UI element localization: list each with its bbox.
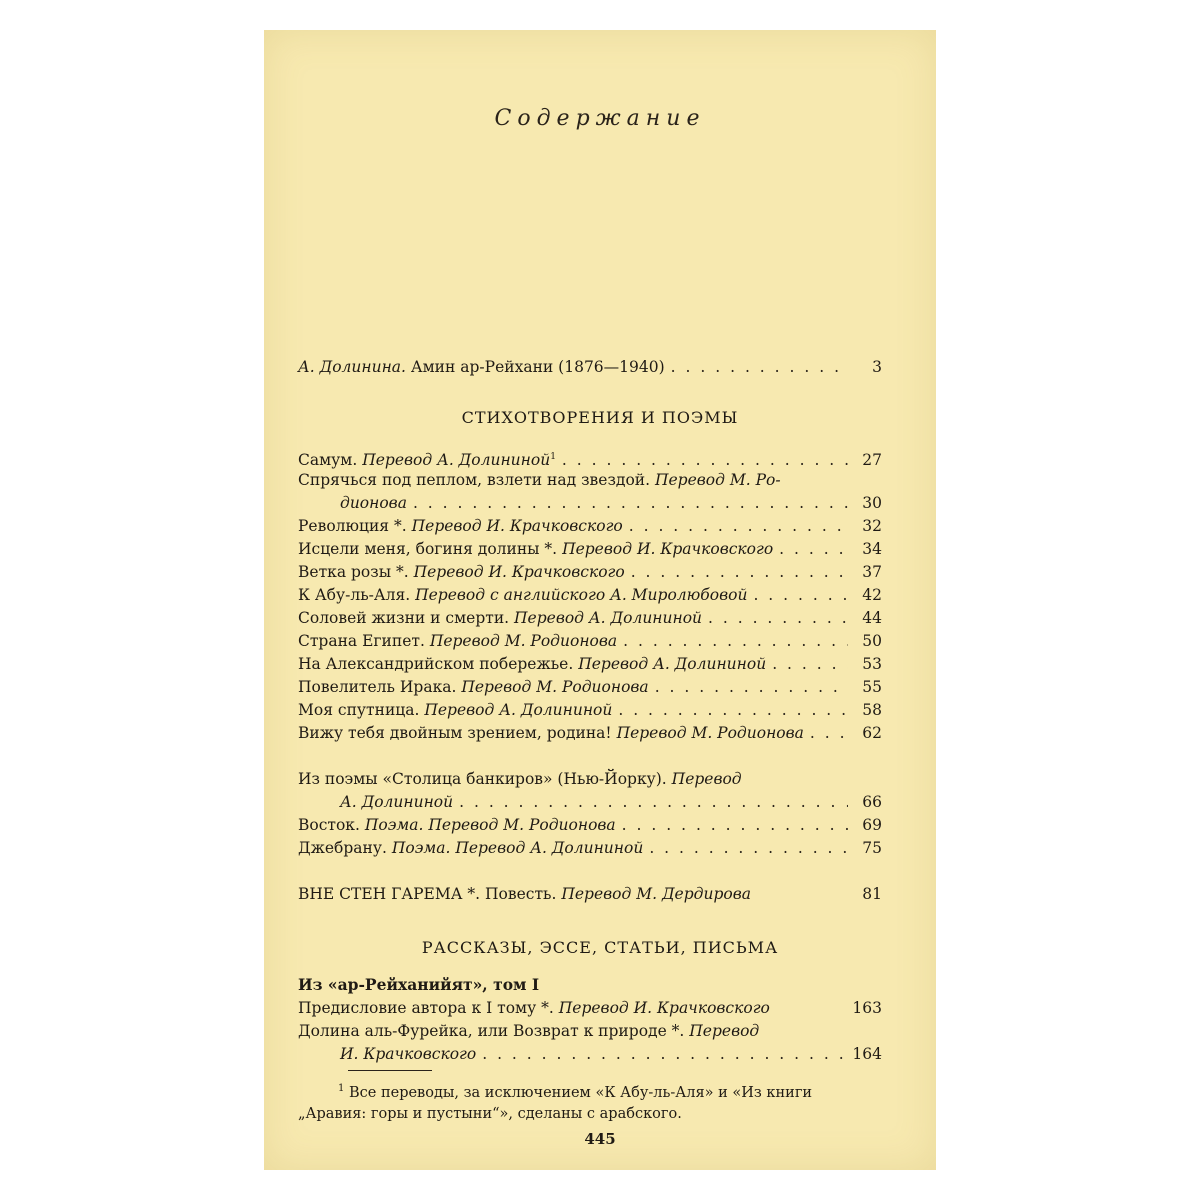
toc-entry: Ветка розы *. Перевод И. Крачковского . . . 37 <box>298 561 882 585</box>
toc-entry: Спрячься под пеплом, взлети над звездой. Перевод М. Ро- <box>298 471 781 489</box>
page-number: 50 <box>862 632 882 650</box>
toc-entry: Соловей жизни и смерти. Перевод А. Долининой . . . 44 <box>298 607 882 631</box>
leader-dots <box>753 584 848 606</box>
page-number: 163 <box>852 999 882 1017</box>
toc-entry: Исцели меня, богиня долины *. Перевод И. Крачковского . . . 34 <box>298 538 882 562</box>
toc-entry-intro <box>298 356 882 380</box>
book-page <box>264 30 936 1170</box>
page-number: 66 <box>862 793 882 811</box>
toc-entry: Вижу тебя двойным зрением, родина! Перевод М. Родионова . . . 62 <box>298 722 882 746</box>
leader-dots <box>655 676 848 698</box>
page-number: 55 <box>862 678 882 696</box>
intro-text: Амин ар-Рейхани (1876—1940) <box>410 358 665 376</box>
page-number: 30 <box>862 494 882 512</box>
leader-dots <box>629 515 848 537</box>
toc-entry: К Абу-ль-Аля. Перевод с английского А. Миролюбовой . . . 42 <box>298 584 882 608</box>
page-number: 75 <box>862 839 882 857</box>
leader-dots <box>708 607 848 629</box>
footnote: $^1$ Все переводы, за исключением «К Абу-ль-Аля» и «Из книги „Аравия: горы и пустыни“», сделаны с арабского. <box>298 1083 813 1122</box>
toc-entry-continuation: А. Долининой . . . 66 <box>298 791 882 815</box>
page-number-folio: 445 <box>584 1130 616 1148</box>
page-number: 34 <box>862 540 882 558</box>
leader-dots <box>618 699 848 721</box>
leader-dots <box>631 561 848 583</box>
leader-dots <box>622 814 848 836</box>
footnote-rule <box>348 1070 432 1071</box>
toc-entry: Предисловие автора к I тому *. Перевод И. Крачковского 163 <box>298 999 882 1017</box>
page-number: 69 <box>862 816 882 834</box>
toc-entry: Долина аль-Фурейка, или Возврат к природе *. Перевод <box>298 1022 760 1040</box>
leader-dots <box>413 492 848 514</box>
page-number: 32 <box>862 517 882 535</box>
leader-dots <box>623 630 848 652</box>
intro-author: А. Долинина. <box>298 358 406 376</box>
page-number: 42 <box>862 586 882 604</box>
page-title: Содержание <box>494 106 706 131</box>
leader-dots <box>459 791 848 813</box>
leader-dots <box>779 538 848 560</box>
leader-dots <box>772 653 848 675</box>
section-heading-poems: СТИХОТВОРЕНИЯ И ПОЭМЫ <box>461 408 739 427</box>
leader-dots <box>562 449 848 471</box>
toc-entry: Моя спутница. Перевод А. Долининой . . . 58 <box>298 699 882 723</box>
leader-dots <box>482 1043 846 1065</box>
page-number: 58 <box>862 701 882 719</box>
page-number: 37 <box>862 563 882 581</box>
toc-entry-continuation: И. Крачковского . . . 164 <box>298 1043 882 1067</box>
footnote-mark: 1 <box>550 452 556 462</box>
page-number: 27 <box>862 451 882 470</box>
page-number: 44 <box>862 609 882 627</box>
toc-entry-continuation: дионова . . . 30 <box>298 492 882 516</box>
toc-entry: Восток. Поэма. Перевод М. Родионова . . . 69 <box>298 814 882 838</box>
footnote-mark: 1 <box>338 1083 345 1094</box>
page-number: 164 <box>852 1045 882 1063</box>
toc-entry: Повелитель Ирака. Перевод М. Родионова . . . 55 <box>298 676 882 700</box>
page-number: 3 <box>872 358 882 376</box>
toc-entry: Из поэмы «Столица банкиров» (Нью-Йорку). Перевод <box>298 770 742 788</box>
toc-entry-harem: ВНЕ СТЕН ГАРЕМА *. Повесть. Перевод М. Дердирова 81 <box>298 885 882 903</box>
page-number: 62 <box>862 724 882 742</box>
leader-dots <box>810 722 848 744</box>
subsection-heading: Из «ар-Рейханийят», том I <box>298 975 540 994</box>
leader-dots <box>671 356 848 378</box>
toc-entry: На Александрийском побережье. Перевод А. Долининой . . . 53 <box>298 653 882 677</box>
toc-entry: Страна Египет. Перевод М. Родионова . . . 50 <box>298 630 882 654</box>
toc-entry: Революция *. Перевод И. Крачковского . . . 32 <box>298 515 882 539</box>
section-heading-prose: РАССКАЗЫ, ЭССЕ, СТАТЬИ, ПИСЬМА <box>421 938 779 957</box>
toc-entry: Джебрану. Поэма. Перевод А. Долининой . . . 75 <box>298 837 882 861</box>
page-number: 81 <box>862 885 882 903</box>
page-number: 53 <box>862 655 882 673</box>
leader-dots <box>649 837 848 859</box>
toc-entry: Самум. Перевод А. Долининой$^1$ . . . 27 <box>298 446 882 470</box>
